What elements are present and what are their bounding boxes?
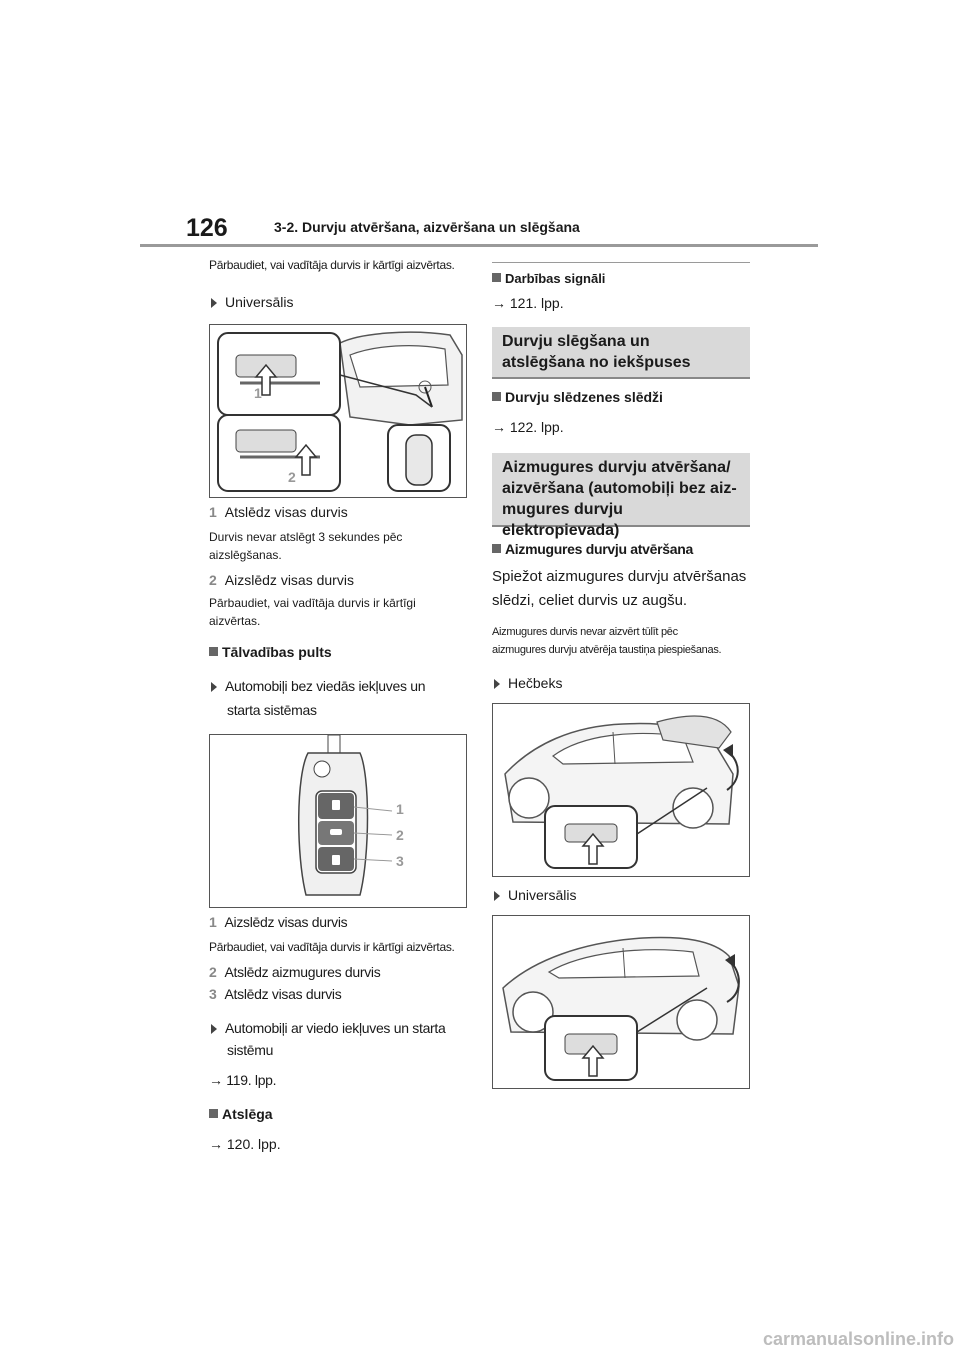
wagon-illustration bbox=[493, 916, 749, 1088]
item-note: aizvērtas. bbox=[209, 614, 261, 628]
figure-label-2: 2 bbox=[288, 469, 296, 485]
list-item: 2 Aizslēdz visas durvis bbox=[209, 572, 354, 588]
rear-car-lock-illustration bbox=[210, 325, 466, 497]
top-note: Pārbaudiet, vai vadītāja durvis ir kārtīgi aizvērtas. bbox=[209, 258, 455, 272]
figure-label-3: 3 bbox=[396, 853, 404, 869]
universal-subheading: Universālis bbox=[492, 885, 750, 905]
page-number: 126 bbox=[186, 214, 228, 242]
item-note: Durvis nevar atslēgt 3 sekundes pēc bbox=[209, 530, 403, 544]
triangle-bullet-icon bbox=[494, 891, 500, 901]
triangle-bullet-icon bbox=[211, 682, 217, 692]
rear-open-heading: Aizmugures durvju atvēršana bbox=[492, 539, 750, 559]
figure-label-1: 1 bbox=[254, 385, 262, 401]
signals-heading: Darbības signāli bbox=[492, 269, 750, 289]
square-bullet-icon bbox=[492, 544, 501, 553]
section-title-box: Aizmugures durvju atvēršana/ aizvēršana (automobiļi bez aiz- mugures durvju elektropievada) bbox=[492, 453, 750, 527]
list-item: 2 Atslēdz aizmugures durvis bbox=[209, 964, 381, 980]
list-item: 3 Atslēdz visas durvis bbox=[209, 986, 342, 1002]
triangle-bullet-icon bbox=[211, 298, 217, 308]
triangle-bullet-icon bbox=[494, 679, 500, 689]
figure-label-1: 1 bbox=[396, 801, 404, 817]
no-smart-entry-subheading: Automobiļi bez viedās iekļuves un bbox=[209, 676, 471, 696]
page-reference[interactable]: → 121. lpp. bbox=[492, 295, 564, 311]
right-column bbox=[492, 254, 750, 1089]
body-text: Spiežot aizmugures durvju atvēršanas bbox=[492, 568, 747, 585]
smart-entry-subheading: Automobiļi ar viedo iekļuves un starta bbox=[209, 1018, 471, 1038]
universal-subheading: Universālis bbox=[209, 292, 471, 312]
watermark: carmanualsonline.info bbox=[762, 1329, 954, 1349]
item-note: aizslēgšanas. bbox=[209, 548, 282, 562]
rear-note: aizmugures durvju atvērēja taustiņa piespiešanas. bbox=[492, 644, 722, 656]
page-reference[interactable]: → 120. lpp. bbox=[209, 1136, 281, 1152]
no-smart-entry-subheading-cont: starta sistēmas bbox=[227, 702, 317, 718]
figure-label-2: 2 bbox=[396, 827, 404, 843]
item-note: Pārbaudiet, vai vadītāja durvis ir kārtīgi aizvērtas. bbox=[209, 940, 455, 954]
smart-entry-subheading-cont: sistēmu bbox=[227, 1042, 274, 1058]
square-bullet-icon bbox=[209, 1109, 218, 1118]
switches-heading: Durvju slēdzenes slēdži bbox=[492, 387, 750, 407]
left-column bbox=[209, 254, 471, 1154]
remote-heading: Tālvadības pults bbox=[209, 642, 471, 662]
list-item: 1 Atslēdz visas durvis bbox=[209, 504, 348, 520]
section-title-box: Durvju slēgšana un atslēgšana no iekšpuses bbox=[492, 327, 750, 379]
square-bullet-icon bbox=[492, 273, 501, 282]
hatchback-figure bbox=[492, 703, 750, 877]
header-rule bbox=[140, 244, 818, 247]
hatchback-subheading: Hečbeks bbox=[492, 673, 750, 693]
square-bullet-icon bbox=[209, 647, 218, 656]
page-reference[interactable]: → 122. lpp. bbox=[492, 419, 564, 435]
universal-wagon-figure bbox=[492, 915, 750, 1089]
flip-key-illustration bbox=[210, 735, 466, 907]
square-bullet-icon bbox=[492, 392, 501, 401]
item-note: Pārbaudiet, vai vadītāja durvis ir kārtīgi bbox=[209, 596, 416, 610]
rear-note: Aizmugures durvis nevar aizvērt tūlīt pēc bbox=[492, 626, 678, 638]
section-divider bbox=[492, 262, 750, 263]
hatchback-illustration bbox=[493, 704, 749, 876]
page-reference[interactable]: → 119. lpp. bbox=[209, 1072, 277, 1088]
universal-key-figure bbox=[209, 324, 467, 498]
remote-key-figure bbox=[209, 734, 467, 908]
triangle-bullet-icon bbox=[211, 1024, 217, 1034]
key-heading: Atslēga bbox=[209, 1104, 471, 1124]
list-item: 1 Aizslēdz visas durvis bbox=[209, 914, 348, 930]
body-text: slēdzi, celiet durvis uz augšu. bbox=[492, 592, 688, 609]
chapter-title: 3-2. Durvju atvēršana, aizvēršana un slēgšana bbox=[274, 219, 580, 235]
